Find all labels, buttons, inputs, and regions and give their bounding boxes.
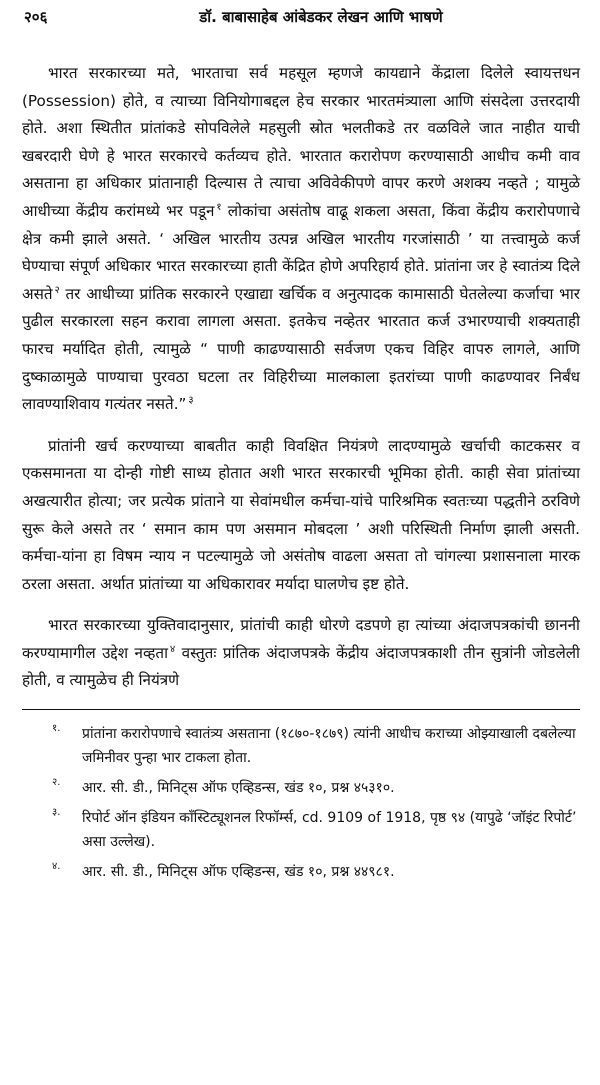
paragraph-text: लोकांचा असंतोष वाढू शकला असता, किंवा केंद्रीय करारोपणाचे क्षेत्र कमी झाले असते. ‘ अखिल भारतीय उत्पन्न अखिल भारतीय गरजांसाठी ’ या तत्त्वामुळे कर्ज घेण्याचा संपूर्ण अधिकार भारत सरकारच्या हाती [22, 201, 580, 276]
running-title: डॉ. बाबासाहेब आंबेडकर लेखन आणि भाषणे [199, 8, 443, 26]
running-header [22, 0, 580, 34]
footnote-ref-1: १ [216, 201, 222, 213]
paragraph-1 [22, 60, 580, 419]
footnote-text: आर. सी. डी., मिनिट्स ऑफ एव्हिडन्स, खंड १०, प्रश्न ४४९८१. [82, 864, 395, 881]
page-number: २०६ [24, 8, 48, 26]
paragraph-2 [22, 433, 580, 599]
paragraph-text: तर आधीच्या प्रांतिक सरकारने एखाद्या खर्चिक व अनुत्पादक कामासाठी घेतलेल्या कर्जाचा भार पुढील सरकारला सहन करावा लागला असता. इतकेच नव्हेतर भारतात कर्ज उभारण्याची शक्यताही फारच मर्यादित होती, त्यामुळे “ पाणी काढण्यासाठी सर्वजण एकच विहिर वापरु लागले, आणि दुष्काळामुळे पाण्याचा पुरवठा घटला तर विहिरीच्या मालकाला इतरांच्या पाणी काढण्यावर निर्बंध लावण्याशिवाय गत्यंतर नसते.” [22, 284, 580, 414]
footnote-ref-2: २ [54, 284, 60, 296]
footnote-4 [22, 860, 580, 884]
footnote-mark: १. [52, 723, 61, 735]
paragraph-3 [22, 612, 580, 695]
paragraph-text: भारत सरकारच्या मते, भारताचा सर्व महसूल म्हणजे कायद्याने केंद्राला दिलेले स्वायत्तधन (Possession) होते, व त्याच्या विनियोगाबद्दल हेच सरकार भारतमंत्र्याला आणि संसदेला उत्तरदायी होते. अशा स्थितीत प्रांतांकडे सोपविलेले महसुली स्रोत भलतीकडे तर वळविले जात नाहीत याची खबरदारी घेणे हे भारत सरकारचे कर्तव्यच होते. भारतात करारोपण करण्यासाठी आधीच कमी वाव असताना हा अधिकार प्रांतानाही दिल्यास ते त्याचा अविवेकीपणे वापर करणे अशक्य नव्हते ; यामुळे आधीच्या केंद्रीय करांमध्ये भर पडून [22, 64, 580, 220]
footnote-divider [22, 709, 580, 710]
footnote-text: आर. सी. डी., मिनिट्स ऑफ एव्हिडन्स, खंड १०, प्रश्न ४५३१०. [82, 780, 395, 797]
body-text [22, 60, 580, 695]
footnote-1 [22, 722, 580, 770]
paragraph-text: प्रांतांनी खर्च करण्याच्या बाबतीत काही विवक्षित नियंत्रणे लादण्यामुळे खर्चाची काटकसर व एकसमानता या दोन्ही गोष्टी साध्य होतात अशी भारत सरकारची भूमिका होती. काही सेवा प्रांतांच्या अखत्यारीत होत्या; जर प्रत्येक प्रांताने या सेवांमधील कर्मचा-यांचे पारिश्रमिक स्वतःच्या पद्धतीने ठरविणे सुरू केले असते तर ‘ समान काम पण असमान मोबदला ’ अशी परिस्थिती निर्माण झाली असती. कर्मचा-यांना हा विषम न्याय न पटल्यामुळे जो असंतोष वाढला असता तो चांगल्या प्रशासनाला मारक ठरला असता. अर्थात प्रांतांच्या या अधिकारावर मर्यादा घालणेच इष्ट होते. [22, 436, 580, 593]
paragraph-text: वस्तुतः प्रांतिक अंदाजपत्रके केंद्रीय अंदाजपत्रकाशी तीन सुत्रांनी जोडलेली होती, व त्यामुळेच ही नियंत्रणे [22, 643, 580, 690]
footnote-mark: ३. [52, 807, 61, 819]
footnote-2 [22, 776, 580, 800]
footnote-text: रिपोर्ट ऑन इंडियन कॉंस्टिट्यूशनल रिफॉर्म्स, cd. 9109 of 1918, पृष्ठ ९४ (यापुढे ‘जॉइंट रिपोर्ट’ असा उल्लेख). [82, 810, 577, 851]
footnote-mark: ४. [52, 861, 61, 873]
paragraph-text: भारत सरकारच्या युक्तिवादानुसार, प्रांतांची काही धोरणे दडपणे हा त्यांच्या अंदाजपत्रकांची छाननी करण्यामागील उद्देश नव्हता [22, 616, 580, 662]
footnote-ref-3: ३ [188, 395, 194, 407]
footnote-text: प्रांतांना करारोपणाचे स्वातंत्र्य असताना (१८७०-१८७९) त्यांनी आधीच कराच्या ओझ्याखाली दबलेल्या जमिनीवर पुन्हा भार टाकला होता. [82, 726, 576, 767]
footnotes [22, 722, 580, 884]
paragraph-text: केंद्रित होणे अपरिहार्य होते. प्रांतांना जर हे स्वातंत्र्य दिले असते [22, 257, 580, 303]
footnote-3 [22, 806, 580, 854]
footnote-mark: २. [52, 777, 61, 789]
footnote-ref-4: ४ [170, 643, 176, 655]
